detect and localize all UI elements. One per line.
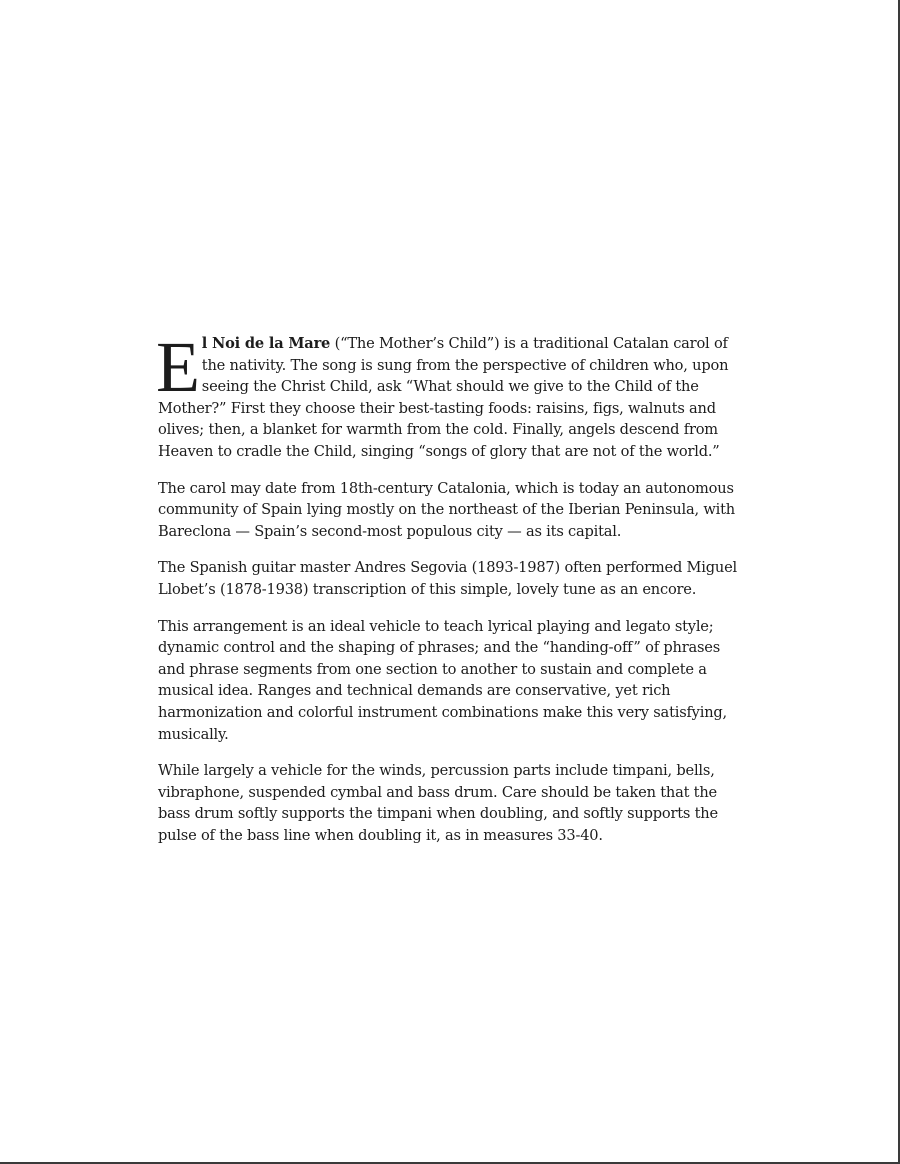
- paragraph-segovia: The Spanish guitar master Andres Segovia (1893-1987) often performed Miguel Llobet’s (1878-1938) transcription of this simple, lovely tune as an encore.: [158, 559, 738, 598]
- paragraph-arrangement: This arrangement is an ideal vehicle to teach lyrical playing and legato style; dynamic control and the shaping of phrases; and the “handing-off” of phrases and phrase segments from one section to another to sustain and complete a musical idea. Ranges and technical demands are conservative, yet rich harmonization and colorful instrument combinations make this very satisfying, musically.: [158, 617, 727, 743]
- carol-title: l Noi de la Mare: [201, 335, 331, 352]
- drop-cap-letter: E: [156, 327, 200, 407]
- intro-text: (“The Mother’s Child”) is a traditional Catalan carol of the nativity. The song is sung from the perspective of children who, upon seeing the Christ Child, ask “What should we give to the Child of the Mother?” First they choose their best-tasting foods: raisins, figs, walnuts and olives; then, a blanket for warmth from the cold. Finally, angels descend from Heaven to cradle the Child, singing “songs of glory that are not of the world.”: [158, 335, 729, 460]
- paragraph-history: The carol may date from 18th-century Catalonia, which is today an autonomous community of Spain lying mostly on the northeast of the Iberian Peninsula, with Bareclona — Spain’s second-most populous city — as its capital.: [158, 479, 735, 540]
- program-notes: [156, 327, 738, 861]
- intro-paragraph: [156, 327, 738, 463]
- paragraph-percussion: While largely a vehicle for the winds, percussion parts include timpani, bells, vibraphone, suspended cymbal and bass drum. Care should be taken that the bass drum softly supports the timpani when doubling, and softly supports the pulse of the bass line when doubling it, as in measures 33-40.: [158, 762, 718, 844]
